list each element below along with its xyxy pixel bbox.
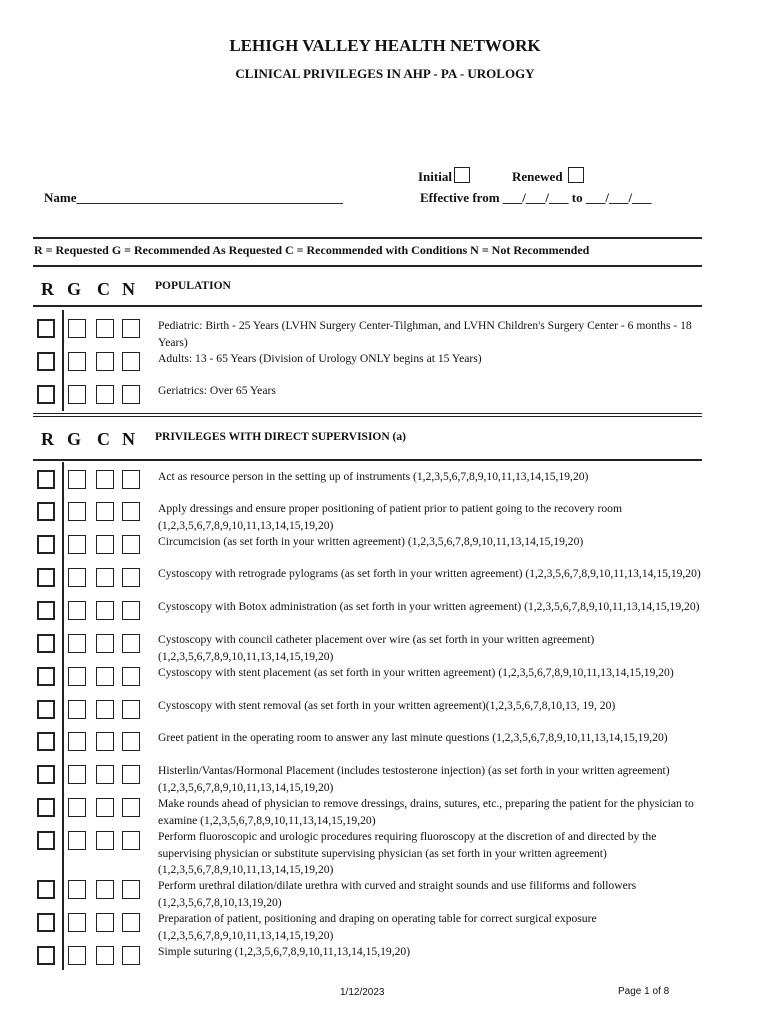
privilege-text: Cystoscopy with council catheter placement over wire (as set forth in your written agreement) (1,2,3,5,6,7,8,9,10,11,13,14,15,19,20) [158,633,595,663]
renewed-checkbox[interactable] [568,167,584,183]
column-letter-g: G [67,429,82,449]
checkbox-n[interactable] [122,568,140,587]
checkbox-r[interactable] [37,319,55,338]
checkbox-r[interactable] [37,831,55,850]
checkbox-g[interactable] [68,502,86,521]
initial-option [418,167,470,185]
checkbox-r[interactable] [37,913,55,932]
section-title-population: POPULATION [155,280,231,292]
checkbox-r[interactable] [37,601,55,620]
checkbox-n[interactable] [122,535,140,554]
privilege-text: Make rounds ahead of physician to remove dressings, drains, sutures, etc., preparing the patient for the physician to examine (1,2,3,5,6,7,8,9,10,11,13,14,15,19,20) [158,797,694,827]
checkbox-g[interactable] [68,535,86,554]
checkbox-n[interactable] [122,732,140,751]
privilege-text: Perform urethral dilation/dilate urethra with curved and straight sounds and use filiforms and followers (1,2,3,5,6,7,8,10,13,19,20) [158,879,637,909]
privilege-text: Act as resource person in the setting up of instruments (1,2,3,5,6,7,8,9,10,11,13,14,15,19,20) [158,470,589,483]
section-rule [33,459,702,461]
checkbox-g[interactable] [68,667,86,686]
checkbox-r[interactable] [37,634,55,653]
checkbox-r[interactable] [37,700,55,719]
checkbox-g[interactable] [68,700,86,719]
effective-dates-field[interactable]: Effective from ___/___/___ to ___/___/___ [420,190,652,205]
checkbox-g[interactable] [68,568,86,587]
privilege-text: Cystoscopy with stent placement (as set forth in your written agreement) (1,2,3,5,6,7,8,9,10,11,13,14,15,19,20) [158,666,674,679]
privilege-text: Simple suturing (1,2,3,5,6,7,8,9,10,11,13,14,15,19,20) [158,945,411,958]
column-divider [62,310,64,411]
checkbox-c[interactable] [96,601,114,620]
privilege-text: Geriatrics: Over 65 Years [158,384,276,397]
checkbox-g[interactable] [68,634,86,653]
privilege-text: Preparation of patient, positioning and draping on operating table for correct surgical exposure (1,2,3,5,6,7,8,9,10,11,13,14,15,19,20) [158,912,597,942]
footer-date: 1/12/2023 [340,987,385,998]
checkbox-g[interactable] [68,913,86,932]
checkbox-r[interactable] [37,352,55,371]
checkbox-n[interactable] [122,946,140,965]
checkbox-n[interactable] [122,880,140,899]
page-number: Page 1 of 8 [618,986,670,997]
checkbox-n[interactable] [122,667,140,686]
checkbox-r[interactable] [37,880,55,899]
checkbox-n[interactable] [122,831,140,850]
privilege-text: Circumcision (as set forth in your written agreement) (1,2,3,5,6,7,8,9,10,11,13,14,15,19,20) [158,535,584,548]
privilege-text: Cystoscopy with retrograde pylograms (as set forth in your written agreement) (1,2,3,5,6,7,8,9,10,11,13,14,15,19,20) [158,567,701,580]
checkbox-c[interactable] [96,535,114,554]
checkbox-g[interactable] [68,352,86,371]
checkbox-c[interactable] [96,880,114,899]
column-letter-n: N [122,429,135,449]
checkbox-c[interactable] [96,470,114,489]
legend-bottom-rule [33,265,702,267]
privilege-text: Pediatric: Birth - 25 Years (LVHN Surgery Center-Tilghman, and LVHN Children's Surgery Center - 6 months - 18 Years) [158,319,692,349]
checkbox-g[interactable] [68,946,86,965]
organization-title: LEHIGH VALLEY HEALTH NETWORK [229,36,541,55]
checkbox-g[interactable] [68,470,86,489]
checkbox-r[interactable] [37,385,55,404]
checkbox-r[interactable] [37,502,55,521]
column-letter-g: G [67,279,82,299]
checkbox-r[interactable] [37,535,55,554]
initial-checkbox[interactable] [454,167,470,183]
initial-label: Initial [418,169,452,184]
checkbox-n[interactable] [122,470,140,489]
checkbox-n[interactable] [122,601,140,620]
checkbox-n[interactable] [122,319,140,338]
checkbox-n[interactable] [122,385,140,404]
checkbox-r[interactable] [37,470,55,489]
checkbox-n[interactable] [122,502,140,521]
checkbox-c[interactable] [96,798,114,817]
renewed-option [512,167,584,185]
section-title-direct-supervision: PRIVILEGES WITH DIRECT SUPERVISION (a) [155,431,406,443]
checkbox-r[interactable] [37,732,55,751]
column-letter-r: R [41,429,54,449]
checkbox-c[interactable] [96,502,114,521]
checkbox-c[interactable] [96,700,114,719]
checkbox-c[interactable] [96,667,114,686]
checkbox-n[interactable] [122,765,140,784]
checkbox-g[interactable] [68,798,86,817]
privilege-text: Adults: 13 - 65 Years (Division of Urology ONLY begins at 15 Years) [158,352,482,365]
privilege-text: Greet patient in the operating room to answer any last minute questions (1,2,3,5,6,7,8,9,10,11,13,14,15,19,20) [158,731,668,744]
checkbox-n[interactable] [122,634,140,653]
checkbox-r[interactable] [37,946,55,965]
checkbox-r[interactable] [37,765,55,784]
privilege-text: Perform fluoroscopic and urologic procedures requiring fluoroscopy at the discretion of and directed by the supervising physician or substitute supervising physician (as set forth in your written agreement) (1,2,3,5,6,7,8,9,10,11,13,14,15,19,20) [158,830,657,876]
checkbox-c[interactable] [96,319,114,338]
column-divider [62,462,64,970]
section-rule [33,305,702,307]
checkbox-n[interactable] [122,913,140,932]
legend-top-rule [33,237,702,239]
checkbox-c[interactable] [96,352,114,371]
section-double-rule [33,413,702,417]
checkbox-g[interactable] [68,385,86,404]
privilege-text: Cystoscopy with Botox administration (as set forth in your written agreement) (1,2,3,5,6,7,8,9,10,11,13,14,15,19,20) [158,600,700,613]
legend: R = Requested G = Recommended As Requested C = Recommended with Conditions N = Not Recommended [34,243,590,257]
checkbox-g[interactable] [68,831,86,850]
column-letter-n: N [122,279,135,299]
checkbox-n[interactable] [122,700,140,719]
column-letter-r: R [41,279,54,299]
checkbox-g[interactable] [68,880,86,899]
checkbox-r[interactable] [37,568,55,587]
privilege-text: Cystoscopy with stent removal (as set forth in your written agreement)(1,2,3,5,6,7,8,10,13, 19, 20) [158,699,616,712]
checkbox-r[interactable] [37,798,55,817]
column-letter-c: C [97,429,110,449]
checkbox-c[interactable] [96,913,114,932]
checkbox-r[interactable] [37,667,55,686]
form-title: CLINICAL PRIVILEGES IN AHP - PA - UROLOGY [235,66,535,81]
checkbox-g[interactable] [68,732,86,751]
checkbox-g[interactable] [68,319,86,338]
name-field[interactable]: Name_________________________________________ [44,190,343,205]
checkbox-g[interactable] [68,601,86,620]
checkbox-c[interactable] [96,568,114,587]
privilege-text: Histerlin/Vantas/Hormonal Placement (includes testosterone injection) (as set forth in your written agreement) (1,2,3,5,6,7,8,9,10,11,13,14,15,19,20) [158,764,670,794]
checkbox-n[interactable] [122,352,140,371]
privilege-text: Apply dressings and ensure proper positioning of patient prior to patient going to the recovery room (1,2,3,5,6,7,8,9,10,11,13,14,15,19,20) [158,502,622,532]
checkbox-n[interactable] [122,798,140,817]
checkbox-c[interactable] [96,765,114,784]
checkbox-c[interactable] [96,385,114,404]
checkbox-g[interactable] [68,765,86,784]
checkbox-c[interactable] [96,634,114,653]
checkbox-c[interactable] [96,946,114,965]
renewed-label: Renewed [512,169,563,184]
checkbox-c[interactable] [96,732,114,751]
column-letter-c: C [97,279,110,299]
checkbox-c[interactable] [96,831,114,850]
